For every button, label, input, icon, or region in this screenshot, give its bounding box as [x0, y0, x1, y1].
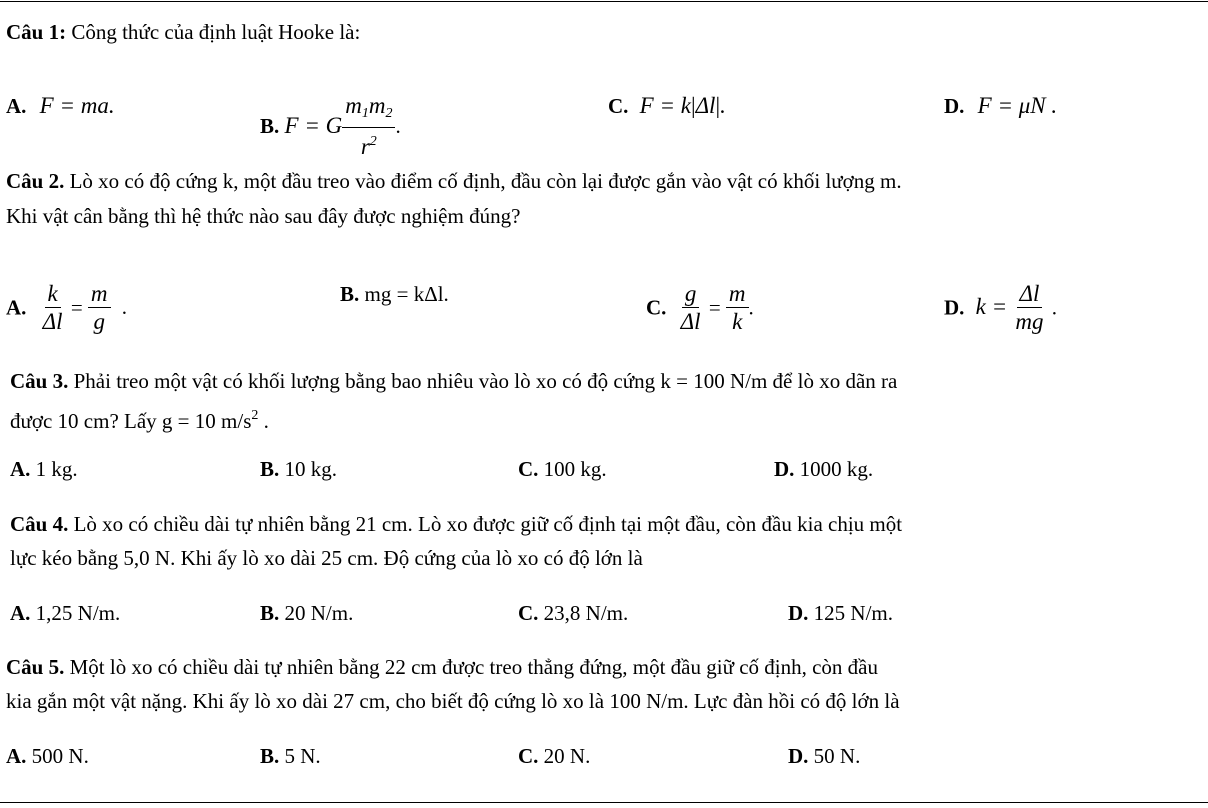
option-letter: B.	[260, 457, 280, 481]
numerator: k	[45, 281, 61, 308]
equals-sign: =	[70, 295, 83, 320]
numerator-m1: m	[345, 93, 362, 118]
option-letter: A.	[10, 457, 31, 481]
q2-c-tail: .	[748, 295, 754, 320]
q2-stem-line1	[6, 169, 902, 193]
q1-b-lhs: F = G	[284, 112, 343, 138]
fraction	[678, 281, 704, 336]
option-letter: D.	[944, 295, 965, 320]
q5-stem-line1	[6, 655, 878, 679]
q2-label: Câu 2.	[6, 169, 65, 193]
option-letter: B.	[260, 744, 280, 768]
option-text: 5 N.	[279, 744, 321, 768]
q5-label: Câu 5.	[6, 655, 65, 679]
q5-stem-line2: kia gắn một vật nặng. Khi ấy lò xo dài 27 cm, cho biết độ cứng lò xo là 100 N/m. Lực đàn hồi có độ lớn là	[6, 689, 900, 713]
option-letter: D.	[774, 457, 795, 481]
q5-option-d	[788, 744, 860, 768]
q1-c-tail: .	[720, 93, 726, 118]
q1-c-delta-l: Δl	[695, 93, 716, 118]
q2-d-lhs: k =	[975, 294, 1008, 320]
q4-option-b	[260, 601, 353, 625]
q2-d-tail: .	[1051, 295, 1058, 320]
option-letter: B.	[260, 113, 280, 138]
q1-b-fraction	[342, 93, 395, 161]
q3-stem-line2	[10, 404, 269, 433]
option-letter: B.	[340, 282, 360, 306]
numerator: Δl	[1017, 281, 1043, 308]
fraction	[88, 281, 111, 336]
q3-option-b	[260, 457, 337, 481]
denominator: Δl	[680, 309, 701, 334]
numerator-m2: m	[368, 93, 386, 118]
subscript-2: 2	[385, 106, 393, 121]
numerator: g	[682, 281, 700, 308]
numerator: m	[88, 281, 111, 308]
q4-option-c	[518, 601, 628, 625]
q3-label: Câu 3.	[10, 369, 69, 393]
abs-bar: |	[690, 93, 696, 118]
q5-option-b	[260, 744, 321, 768]
q5-option-a	[6, 744, 89, 768]
option-text: 1,25 N/m.	[30, 601, 121, 625]
q1-c-lhs: F = k	[639, 93, 691, 118]
q5-text: Một lò xo có chiều dài tự nhiên bằng 22 cm được treo thẳng đứng, một đầu giữ cố định, còn đầu	[64, 655, 878, 679]
fraction	[40, 281, 66, 336]
q4-stem-line1	[10, 512, 902, 536]
option-letter: D.	[788, 601, 809, 625]
option-text: 500 N.	[26, 744, 89, 768]
q1-stem	[6, 20, 360, 44]
q4-stem-line2: lực kéo bằng 5,0 N. Khi ấy lò xo dài 25 cm. Độ cứng của lò xo có độ lớn là	[10, 546, 643, 570]
q2-stem-line2: Khi vật cân bằng thì hệ thức nào sau đây được nghiệm đúng?	[6, 204, 521, 228]
option-text: 1 kg.	[30, 457, 78, 481]
superscript: 2	[251, 408, 259, 423]
bottom-border	[0, 802, 1208, 803]
q1-option-a	[6, 94, 115, 118]
option-letter: A.	[6, 295, 27, 320]
option-text: 100 kg.	[538, 457, 607, 481]
denominator: k	[732, 309, 743, 334]
option-letter: A.	[6, 94, 27, 118]
numerator: m	[726, 281, 749, 308]
option-text: 50 N.	[808, 744, 861, 768]
q3-line2-tail: .	[258, 409, 269, 433]
q1-option-c	[608, 94, 726, 118]
q2-text: Lò xo có độ cứng k, một đầu treo vào điểm cố định, đầu còn lại được gắn vào vật có khối lượng m.	[64, 169, 902, 193]
option-letter: D.	[944, 94, 965, 118]
q1-a-formula: F = ma.	[39, 93, 115, 118]
q2-option-d	[944, 282, 1057, 337]
q3-stem-line1	[10, 369, 897, 393]
q2-option-c	[646, 282, 754, 337]
q4-option-d	[788, 601, 893, 625]
option-letter: C.	[518, 744, 539, 768]
fraction	[726, 281, 749, 336]
q3-option-c	[518, 457, 607, 481]
denominator: mg	[1015, 309, 1044, 334]
q3-text: Phải treo một vật có khối lượng bằng bao nhiêu vào lò xo có độ cứng k = 100 N/m để lò xo dãn ra	[68, 369, 898, 393]
q2-a-tail: .	[121, 295, 128, 320]
option-text: 20 N/m.	[279, 601, 354, 625]
option-letter: C.	[518, 457, 539, 481]
q4-label: Câu 4.	[10, 512, 69, 536]
option-letter: A.	[10, 601, 31, 625]
option-text: 20 N.	[538, 744, 591, 768]
abs-bar: |	[715, 93, 721, 118]
option-letter: B.	[260, 601, 280, 625]
q1-d-formula: F = μN .	[977, 93, 1058, 118]
denominator: Δl	[42, 309, 63, 334]
q1-b-tail: .	[395, 113, 401, 138]
q3-line2-text: được 10 cm? Lấy g = 10 m/s	[10, 409, 252, 433]
subscript-1: 1	[361, 106, 369, 121]
option-text: 1000 kg.	[794, 457, 874, 481]
option-text: 10 kg.	[279, 457, 338, 481]
q1-label: Câu 1:	[6, 20, 67, 44]
q3-option-d	[774, 457, 873, 481]
option-letter: A.	[6, 744, 27, 768]
fraction	[1012, 281, 1046, 336]
option-text: 23,8 N/m.	[538, 601, 629, 625]
q4-option-a	[10, 601, 120, 625]
q1-text: Công thức của định luật Hooke là:	[66, 20, 361, 44]
q5-option-c	[518, 744, 590, 768]
superscript-2: 2	[369, 134, 377, 149]
q1-option-b	[260, 94, 401, 162]
denominator-r: r	[360, 134, 370, 159]
option-text: 125 N/m.	[808, 601, 894, 625]
option-letter: C.	[646, 295, 667, 320]
top-border	[0, 1, 1208, 2]
q1-option-d	[944, 94, 1057, 118]
denominator: g	[93, 309, 105, 334]
option-text: mg = kΔl.	[359, 282, 449, 306]
q4-text: Lò xo có chiều dài tự nhiên bằng 21 cm. Lò xo được giữ cố định tại một đầu, còn đầu kia chịu một	[68, 512, 903, 536]
q2-option-a	[6, 282, 127, 337]
option-letter: D.	[788, 744, 809, 768]
option-letter: C.	[518, 601, 539, 625]
option-letter: C.	[608, 94, 629, 118]
q1-c-formula	[640, 93, 726, 118]
equals-sign: =	[708, 295, 721, 320]
q2-option-b	[340, 282, 449, 306]
q3-option-a	[10, 457, 78, 481]
